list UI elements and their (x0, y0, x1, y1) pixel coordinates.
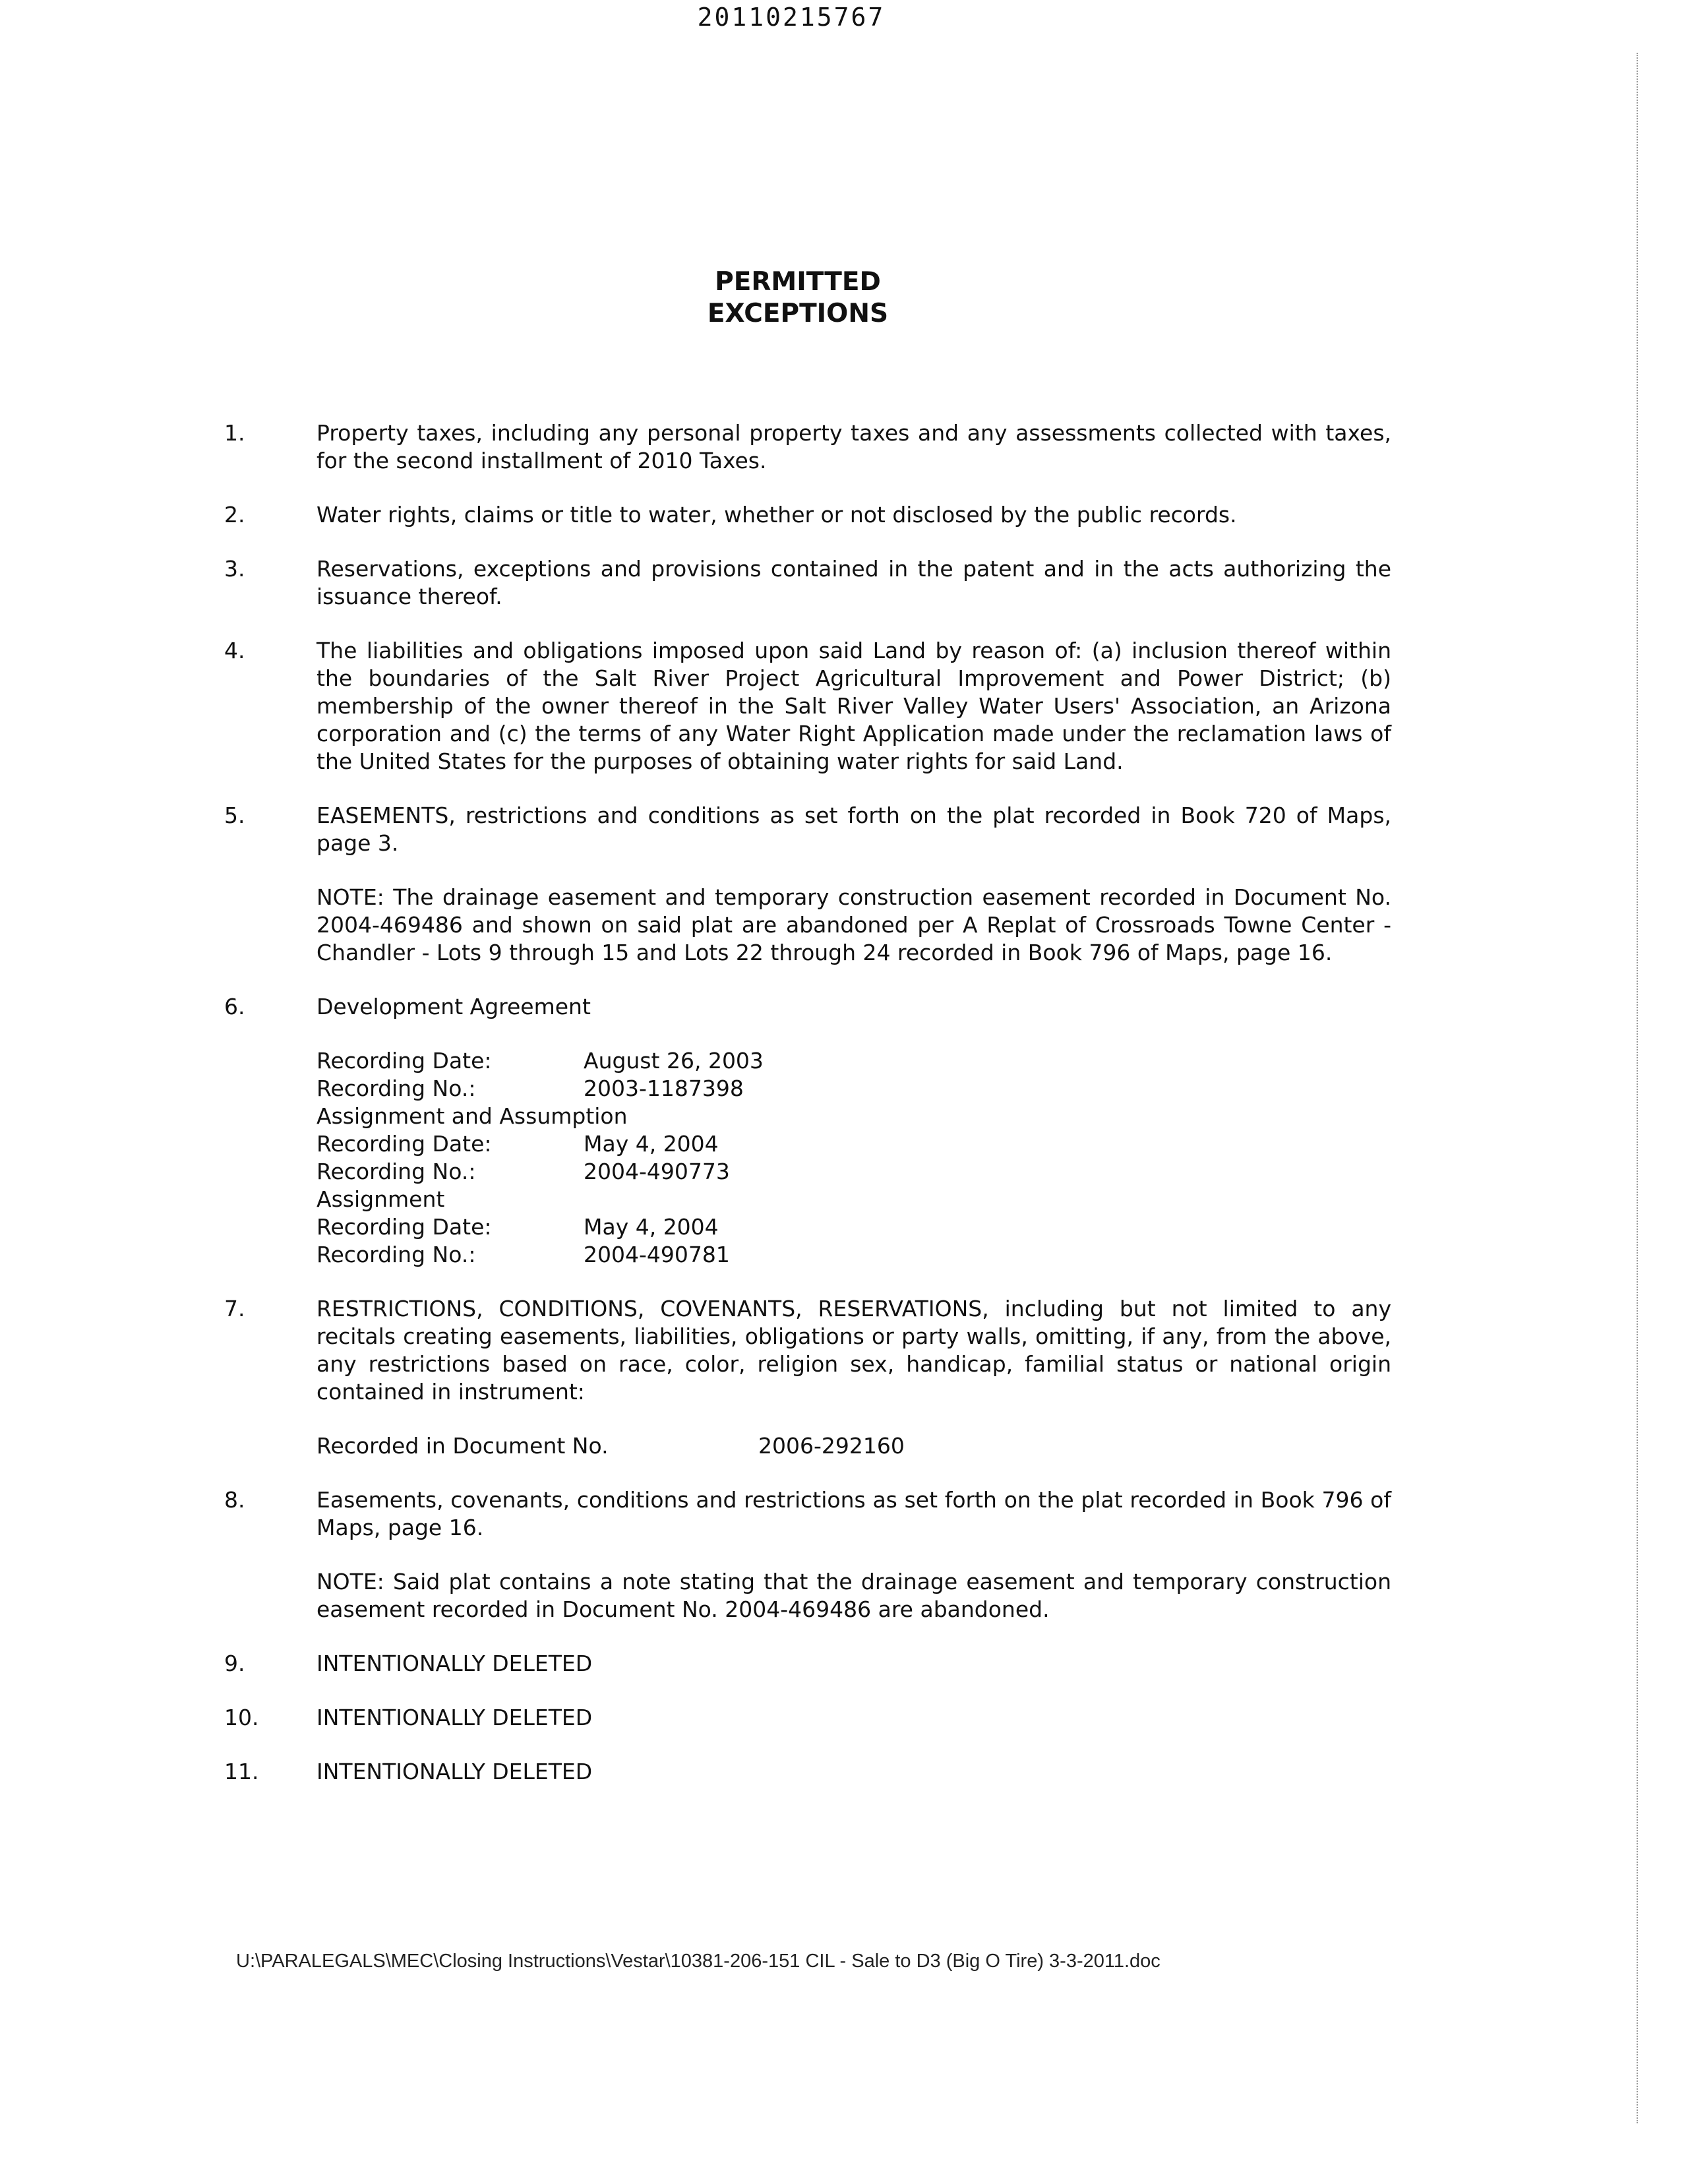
item-text: INTENTIONALLY DELETED (316, 1651, 593, 1676)
list-item (224, 802, 1391, 967)
recording-value: 2004-490781 (584, 1242, 730, 1267)
list-item (224, 555, 1391, 611)
item-number: 9. (224, 1651, 245, 1676)
recording-label: Recording Date: (316, 1131, 492, 1157)
item-text: RESTRICTIONS, CONDITIONS, COVENANTS, RESERVATIONS, including but not limited to any recitals creating easements, liabilities, obligations or party walls, omitting, if any, from the above, any restrictions based on race, color, religion sex, handicap, familial status or national origin contained in instrument: (316, 1296, 1391, 1405)
item-text: Water rights, claims or title to water, whether or not disclosed by the public records. (316, 502, 1237, 528)
recording-label: Recording No.: (316, 1076, 476, 1101)
item-number: 3. (224, 556, 245, 582)
item-text: INTENTIONALLY DELETED (316, 1759, 593, 1784)
item-number: 6. (224, 994, 245, 1019)
recording-details (316, 1047, 1391, 1269)
list-item (224, 1704, 1391, 1732)
recording-row (316, 1075, 1391, 1103)
recording-row (316, 1047, 1391, 1075)
document-number: 20110215767 (697, 3, 886, 32)
recording-heading: Assignment (316, 1186, 445, 1212)
recording-value: May 4, 2004 (584, 1131, 719, 1157)
item-text: INTENTIONALLY DELETED (316, 1705, 593, 1730)
recording-row (316, 1213, 1391, 1241)
list-item (224, 1295, 1391, 1460)
list-item (224, 1758, 1391, 1786)
item-note: NOTE: The drainage easement and temporary construction easement recorded in Document No. 2004-469486 and shown on said plat are abandoned per A Replat of Crossroads Towne Center - Chandler - Lots 9 through 15 and Lots 22 through 24 recorded in Book 796 of Maps, page 16. (316, 884, 1391, 965)
item-note: NOTE: Said plat contains a note stating that the drainage easement and temporary construction easement recorded in Document No. 2004-469486 are abandoned. (316, 1569, 1391, 1622)
list-item (224, 993, 1391, 1269)
list-item (224, 637, 1391, 775)
recording-value: 2004-490773 (584, 1159, 730, 1184)
title-line-2: EXCEPTIONS (707, 299, 889, 328)
item-number: 4. (224, 638, 245, 663)
scan-edge-line (1637, 53, 1638, 2123)
recording-value: August 26, 2003 (584, 1048, 764, 1074)
list-item (224, 1650, 1391, 1678)
recording-label: Recording Date: (316, 1048, 492, 1074)
recorded-document-line (316, 1432, 1391, 1460)
item-text: The liabilities and obligations imposed upon said Land by reason of: (a) inclusion thereof within the boundaries of the Salt River Project Agricultural Improvement and Power District; (b) membership of the owner thereof in the Salt River Valley Water Users' Association, an Arizona corporation and (c) the terms of any Water Right Application made under the reclamation laws of the United States for the purposes of obtaining water rights for said Land. (316, 638, 1391, 774)
recorded-value: 2006-292160 (758, 1433, 905, 1459)
title-line-1: PERMITTED (715, 267, 881, 297)
recording-row (316, 1130, 1391, 1158)
recording-value: May 4, 2004 (584, 1214, 719, 1240)
file-path-footer: U:\PARALEGALS\MEC\Closing Instructions\Vestar\10381-206-151 CIL - Sale to D3 (Big O Tire) 3-3-2011.doc (236, 1951, 1160, 1972)
recording-value: 2003-1187398 (584, 1076, 744, 1101)
item-text: Reservations, exceptions and provisions contained in the patent and in the acts authorizing the issuance thereof. (316, 556, 1391, 609)
item-text: EASEMENTS, restrictions and conditions as set forth on the plat recorded in Book 720 of Maps, page 3. (316, 803, 1391, 856)
list-item (224, 501, 1391, 529)
item-text: Property taxes, including any personal property taxes and any assessments collected with taxes, for the second installment of 2010 Taxes. (316, 420, 1391, 473)
recording-row (316, 1241, 1391, 1269)
item-number: 1. (224, 420, 245, 446)
item-text: Easements, covenants, conditions and restrictions as set forth on the plat recorded in Book 796 of Maps, page 16. (316, 1487, 1391, 1540)
recording-label: Recording No.: (316, 1242, 476, 1267)
recording-label: Recording Date: (316, 1214, 492, 1240)
list-item (224, 1486, 1391, 1623)
recording-row (316, 1158, 1391, 1186)
item-number: 10. (224, 1705, 259, 1730)
item-number: 8. (224, 1487, 245, 1513)
item-number: 2. (224, 502, 245, 528)
page-title (0, 266, 1596, 330)
item-text: Development Agreement (316, 994, 591, 1019)
recorded-label: Recorded in Document No. (316, 1433, 609, 1459)
item-number: 11. (224, 1759, 259, 1784)
item-number: 5. (224, 803, 245, 828)
recording-heading: Assignment and Assumption (316, 1103, 628, 1129)
exceptions-list (224, 419, 1391, 1812)
list-item (224, 419, 1391, 475)
item-number: 7. (224, 1296, 245, 1321)
recording-label: Recording No.: (316, 1159, 476, 1184)
